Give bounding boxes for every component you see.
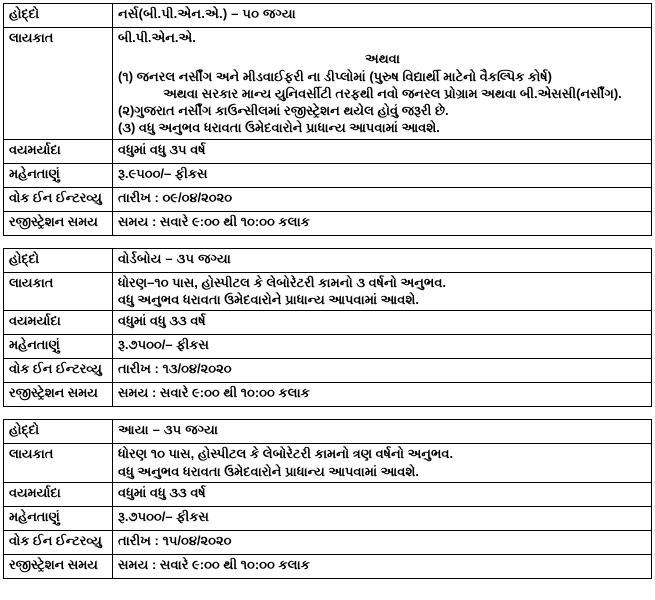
label-salary: મહેનતાણું xyxy=(4,335,113,359)
qualification-block xyxy=(118,29,647,137)
table-row-walk-in-interview xyxy=(4,187,652,211)
table-row-post xyxy=(4,248,652,272)
qualification-line: અથવા xyxy=(365,51,400,67)
label-age-limit: વયમર્યાદા xyxy=(4,139,113,163)
qualification-line: (૨)ગુજરાત નર્સીંગ કાઉન્સીલમાં રજીસ્ટ્રેશન થયેલ હોવું જરૂરી છે. xyxy=(118,103,449,119)
table-row-post xyxy=(4,420,652,444)
table-row-age-limit xyxy=(4,311,652,335)
table-row-walk-in-interview xyxy=(4,359,652,383)
table-row-age-limit xyxy=(4,482,652,506)
table-row-registration-time xyxy=(4,554,652,578)
value-post-title: વોર્ડબોય – ૩૫ જગ્યા xyxy=(113,248,652,272)
value-walk-in-interview-date: તારીખ : ૧૩/૦૪/૨૦૨૦ xyxy=(113,359,652,383)
value-qualification xyxy=(113,272,652,311)
post-table-wardboy xyxy=(3,248,652,408)
table-row-registration-time xyxy=(4,383,652,407)
value-walk-in-interview-date: તારીખ : ૦૯/૦૪/૨૦૨૦ xyxy=(113,187,652,211)
qualification-line: અથવા સરકાર માન્ય યુનિવર્સીટી તરફથી નવો જનરલ પ્રોગ્રામ અથવા બી.એસસી(નર્સીંગ). xyxy=(163,85,622,101)
label-post: હોદ્દો xyxy=(4,420,113,444)
table-row-walk-in-interview xyxy=(4,530,652,554)
value-registration-time: સમય : સવારે ૯:૦૦ થી ૧૦:૦૦ કલાક xyxy=(113,383,652,407)
value-post-title: નર્સ(બી.પી.એન.એ.) – ૫૦ જગ્યા xyxy=(113,4,652,28)
qualification-block xyxy=(118,445,647,480)
table-row-salary xyxy=(4,163,652,187)
qualification-line: વધુ અનુભવ ધરાવતા ઉમેદવારોને પ્રાધાન્ય આપવામાં આવશે. xyxy=(118,291,419,307)
qualification-line: બી.પી.એન.એ. xyxy=(118,30,196,45)
qualification-line: ધોરણ ૧૦ પાસ, હોસ્પીટલ કે લેબોરેટરી કામનો ત્રણ વર્ષનો અનુભવ. xyxy=(118,446,454,462)
value-walk-in-interview-date: તારીખ : ૧૫/૦૪/૨૦૨૦ xyxy=(113,530,652,554)
label-qualification: લાયકાત xyxy=(4,28,113,140)
label-walk-in-interview: વોક ઈન ઈન્ટરવ્યુ xyxy=(4,187,113,211)
table-row-post xyxy=(4,4,652,28)
label-registration-time: રજીસ્ટ્રેશન સમય xyxy=(4,383,113,407)
value-qualification xyxy=(113,28,652,140)
value-salary: રૂ.૯૫૦૦/– ફીકસ xyxy=(113,163,652,187)
qualification-line: ધોરણ–૧૦ પાસ, હોસ્પીટલ કે લેબોરેટરી કામનો ૩ વર્ષનો અનુભવ. xyxy=(118,274,447,290)
label-qualification: લાયકાત xyxy=(4,444,113,483)
table-row-age-limit xyxy=(4,139,652,163)
table-row-registration-time xyxy=(4,211,652,235)
label-registration-time: રજીસ્ટ્રેશન સમય xyxy=(4,554,113,578)
label-walk-in-interview: વોક ઈન ઈન્ટરવ્યુ xyxy=(4,530,113,554)
qualification-line: (૩) વધુ અનુભવ ધરાવતા ઉમેદવારોને પ્રાધાન્ય આપવામાં આવશે. xyxy=(118,120,440,136)
label-walk-in-interview: વોક ઈન ઈન્ટરવ્યુ xyxy=(4,359,113,383)
value-qualification xyxy=(113,444,652,483)
value-age-limit: વધુમાં વધુ ૩૩ વર્ષ xyxy=(113,482,652,506)
value-age-limit: વધુમાં વધુ ૩૩ વર્ષ xyxy=(113,311,652,335)
value-registration-time: સમય : સવારે ૯:૦૦ થી ૧૦:૦૦ કલાક xyxy=(113,554,652,578)
table-row-salary xyxy=(4,335,652,359)
table-row-salary xyxy=(4,506,652,530)
label-age-limit: વયમર્યાદા xyxy=(4,311,113,335)
value-salary: રૂ.૭૫૦૦/– ફીકસ xyxy=(113,506,652,530)
qualification-line: (૧) જનરલ નર્સીંગ અને મીડવાઈફરી ના ડીપ્લોમાં (પુરુષ વિદ્યાર્થી માટેનો વૈકલ્પિક કોર્ષ) xyxy=(118,68,552,84)
post-table-nurse xyxy=(3,3,652,236)
post-table-aaya xyxy=(3,419,652,579)
table-row-qualification xyxy=(4,28,652,140)
qualification-block xyxy=(118,274,647,309)
value-salary: રૂ.૭૫૦૦/– ફીકસ xyxy=(113,335,652,359)
value-registration-time: સમય : સવારે ૯:૦૦ થી ૧૦:૦૦ કલાક xyxy=(113,211,652,235)
label-salary: મહેનતાણું xyxy=(4,506,113,530)
table-row-qualification xyxy=(4,272,652,311)
label-qualification: લાયકાત xyxy=(4,272,113,311)
table-row-qualification xyxy=(4,444,652,483)
label-age-limit: વયમર્યાદા xyxy=(4,482,113,506)
qualification-line: વધુ અનુભવ ધરાવતા ઉમેદવારોને પ્રાધાન્ય આપવામાં આવશે. xyxy=(118,463,419,479)
value-post-title: આયા – ૩૫ જગ્યા xyxy=(113,420,652,444)
label-post: હોદ્દો xyxy=(4,4,113,28)
value-age-limit: વધુમાં વધુ ૩૫ વર્ષ xyxy=(113,139,652,163)
label-post: હોદ્દો xyxy=(4,248,113,272)
label-registration-time: રજીસ્ટ્રેશન સમય xyxy=(4,211,113,235)
label-salary: મહેનતાણું xyxy=(4,163,113,187)
